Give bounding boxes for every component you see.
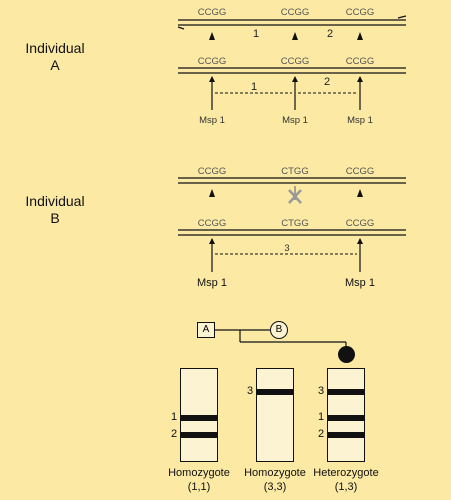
- pedigree-female-b: B: [270, 321, 288, 339]
- caption-line1: Homozygote: [244, 467, 306, 479]
- fragment-number: 1: [252, 28, 260, 40]
- gel-lane-homozygote-1-1: [180, 368, 218, 462]
- msp1-label: Msp 1: [199, 115, 225, 126]
- site-label: CCGG: [197, 166, 227, 177]
- individual-a-label-line2: A: [50, 57, 60, 73]
- msp1-label: Msp 1: [347, 115, 373, 126]
- cut-site-marker: [292, 32, 298, 40]
- fragment-number: 2: [323, 76, 331, 88]
- msp1-label: Msp 1: [282, 115, 308, 126]
- caption-line2: (1,1): [187, 481, 211, 493]
- pedigree-affected-child: [338, 346, 355, 363]
- site-label: CCGG: [345, 218, 375, 229]
- band-label: 2: [171, 428, 178, 440]
- msp1-label: Msp 1: [345, 277, 375, 289]
- band-label: 2: [318, 428, 325, 440]
- pedigree-male-a: A: [197, 322, 215, 338]
- band-label: 1: [171, 411, 178, 423]
- gel-band-1: [328, 415, 364, 421]
- individual-b-label-line2: B: [50, 210, 60, 226]
- individual-a-digest: [178, 56, 406, 126]
- gel-band-1: [181, 415, 217, 421]
- caption-line2: (1,3): [334, 481, 358, 493]
- gel-lane-homozygote-3-3: [256, 368, 294, 462]
- caption-line2: (3,3): [263, 481, 287, 493]
- site-label: CCGG: [197, 56, 227, 67]
- gel-lane-heterozygote-1-3: [327, 368, 365, 462]
- site-label: CCGG: [280, 56, 310, 67]
- individual-a-label-line1: Individual: [25, 40, 85, 56]
- site-label: CTGG: [281, 166, 309, 177]
- site-label: CCGG: [345, 56, 375, 67]
- gel-band-3: [328, 389, 364, 395]
- lost-site-x-mark: [289, 186, 301, 203]
- pedigree-lines: [0, 310, 451, 370]
- gel-caption-heterozygote-1-3: [301, 466, 391, 494]
- caption-line1: Heterozygote: [313, 467, 379, 479]
- site-label: CCGG: [345, 7, 375, 18]
- individual-b-top-strand: [178, 166, 406, 203]
- gel-band-3: [257, 389, 293, 395]
- individual-a-top-strand: [178, 7, 406, 40]
- individual-b-digest: [178, 218, 406, 289]
- fragment-number: 3: [284, 243, 290, 254]
- site-label: CCGG: [280, 7, 310, 18]
- band-label: 3: [247, 385, 254, 397]
- fragment-number: 2: [326, 28, 334, 40]
- cut-site-marker: [209, 189, 215, 197]
- gel-band-2: [328, 432, 364, 438]
- cut-site-marker: [209, 32, 215, 40]
- site-label: CCGG: [197, 7, 227, 18]
- site-label: CCGG: [197, 218, 227, 229]
- fragment-number: 1: [250, 81, 258, 93]
- band-label: 1: [318, 411, 325, 423]
- cut-site-marker: [357, 189, 363, 197]
- band-label: 3: [318, 385, 325, 397]
- site-label: CCGG: [345, 166, 375, 177]
- caption-line1: Homozygote: [168, 467, 230, 479]
- cut-site-marker: [357, 32, 363, 40]
- gel-band-2: [181, 432, 217, 438]
- site-label: CTGG: [281, 218, 309, 229]
- msp1-label: Msp 1: [197, 277, 227, 289]
- individual-b-label-line1: Individual: [25, 193, 85, 209]
